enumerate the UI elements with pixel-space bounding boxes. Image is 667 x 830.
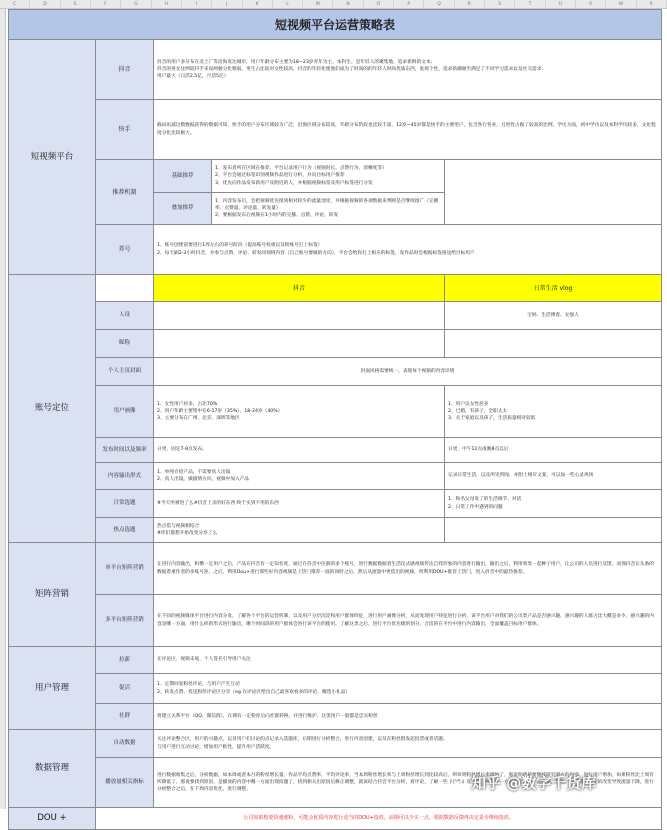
row-label-auto-data[interactable]: 自动数据 <box>96 730 154 758</box>
output-format-vlog[interactable]: 记录日常生活，以及所见所闻，并附上相应文案，可以加一些心灵鸡汤 <box>445 463 662 490</box>
column-header[interactable]: O <box>364 0 394 8</box>
nickname-douyin[interactable] <box>154 330 445 358</box>
row-label-pull-new[interactable]: 拉新 <box>96 647 154 674</box>
row-label-play-metrics[interactable]: 播放量相关指标 <box>96 758 154 808</box>
row-label-multi-matrix[interactable]: 多平台矩阵营销 <box>96 595 154 647</box>
overlay-recommend-content[interactable]: 1、内容发布后，会把视频优先推到相对较少的流量池里，并根据视频的各项数据来判断是否继续推广（完播率、点赞量、评论量、转发量） 2、要根据发布后视频在1小时内的完播、点赞、评论、转发 <box>212 193 445 225</box>
portrait-douyin[interactable]: 1、女性用户居多，占比70% 2、用户年龄主要集中在6-17岁（35%），18-24岁（40%） 3、主要分布在广州、北京、深圳等地区 <box>154 386 445 438</box>
column-header[interactable]: G <box>121 0 151 8</box>
publish-time-douyin[interactable]: 日更，固定7-8点发布。 <box>154 438 445 463</box>
basic-recommend-content[interactable]: 1、发布者所在区域在推荐，平台记录用户行为（视频时长、点赞行为、清晰度等） 2、平台会通过标签识别视频作品进行分析，并向目标用户推荐 3、优先向作品发布新用户及附近的人，并根据视频标签及用户标签进行分发 <box>212 160 445 193</box>
row-label-nickname[interactable]: 昵称 <box>96 330 154 358</box>
column-header[interactable]: X <box>637 0 667 8</box>
section-data-mgmt[interactable]: 数据管理 <box>9 730 96 808</box>
column-header[interactable]: N <box>333 0 363 8</box>
row-label-activate[interactable]: 促活 <box>96 674 154 704</box>
account-content[interactable]: 1、账号创建前要进行1周左右的养号阶段（提高账号权重以及粉账号打上标签） 2、每天刷2-3小时抖音，并参与点赞、评论、转发同领域内容（自己账号要做的方向），平台会给你打上相应的标签，发作品时会根据标签推送给目标用户 <box>154 225 662 275</box>
row-label-single-matrix[interactable]: 单平台矩阵营销 <box>96 543 154 595</box>
watermark-logo-icon <box>448 776 466 790</box>
kuaishou-content[interactable]: 截码讯减这数数据获得的数据可知，快手的用户分布区域较为广泛，沿海区域分布较高，年龄分布阶段也比较丰富，12岁~45岁都是快手的主要用户，包含各行各业，且男性占据了较高的比例，学历方面，初中学历以及本科学历较多，文化程度分化比较极大。 <box>154 100 662 160</box>
column-header[interactable]: E <box>61 0 91 8</box>
row-label-douyin[interactable]: 抖音 <box>96 40 154 100</box>
daily-topic-douyin[interactable]: #今天所被进了么#抖音上卖的好东西 终于买到不用的东西 <box>154 490 445 518</box>
column-header[interactable]: W <box>606 0 636 8</box>
persona-douyin[interactable] <box>154 302 445 330</box>
column-header[interactable]: V <box>576 0 606 8</box>
strategy-table <box>8 9 662 830</box>
cover-content[interactable]: 封面风格需要统一，表现每个视频的内容详情 <box>154 358 662 386</box>
column-header[interactable]: L <box>273 0 303 8</box>
daily-topic-vlog[interactable]: 1、和名父母发了的生活细节、对话 2、日常工作中遇到的问题 <box>445 490 662 518</box>
portrait-vlog[interactable]: 1、用户以女性居多 2、已婚，有孩子，全职太太 3、关于家庭以及孩子，生活质量相对较低 <box>445 386 662 438</box>
column-header[interactable]: J <box>212 0 242 8</box>
auto-data-content[interactable]: 关注评论整合区，用户的兴趣点，以及用户们讨论的点记录入选题库，后期进行分析整合，进行内容创建，以及在粉丝群发起投票或者话题。 与用户进行互动讨论，增加用户粘性，提升用户活跃度。 <box>154 730 662 758</box>
header-daily-vlog[interactable]: 日常生活 vlog <box>445 275 662 302</box>
row-label-basic-recommend[interactable]: 基础推荐 <box>154 160 212 193</box>
dou-plus-content[interactable]: 公司如果想要快速涨粉，可能会优质内容进行适当的DOU+投放，前期可以少买一点，根据数据反馈再决定是否继续投放。 <box>96 808 662 830</box>
row-label-output-format[interactable]: 内容输出形式 <box>96 463 154 490</box>
column-header-bar <box>0 0 667 9</box>
nickname-vlog[interactable] <box>445 330 662 358</box>
output-format-douyin[interactable]: 1、单纯介绍产品，不需要真人出镜 2、真人出镜，做剧情方向，视频中加入产品 <box>154 463 445 490</box>
section-user-mgmt[interactable]: 用户管理 <box>9 647 96 730</box>
section-matrix[interactable]: 矩阵营销 <box>9 543 96 647</box>
play-metrics-content[interactable]: 进行数据收集之后，分析数据，如本周或者本月的粉丝增长量，作品平均点赞率，平均评论率，当本周粉丝增长率与上周粉丝增长到比较高后，则说明粉丝增长率增加了，那说明优质要继续研究明方的内容，进行用户增加，如果粉丝比上周有所降低了，那说要找到原因，是播放的内容中哪一方面出现问题了，找到相关出原因后修正调整，就该结合抖音平台分析，看评论，了解一些评论作品反映的，看是哪一方面及在做了，是拍摄，标题，还是哪一方面的改变导致流量下降，进行分析整合之后，在下周内容优化，进行调整。 <box>154 758 662 808</box>
row-label-recommend[interactable]: 推荐机制 <box>96 160 154 225</box>
row-label-persona[interactable]: 人设 <box>96 302 154 330</box>
hot-topic-douyin[interactable]: 热点借与视频相结合 #你们都想开始改变分享了么 <box>154 518 445 543</box>
hot-topic-vlog[interactable] <box>445 518 662 543</box>
column-header[interactable]: M <box>303 0 333 8</box>
pull-new-content[interactable]: 在评论区、视频末尾、个人签名引导用户关注 <box>154 647 662 674</box>
community-content[interactable]: 将建立关系平台（QQ、微信群），在拥有一定粉丝后向社群转换，并进行维护，这类用户一般都是忠实粉丝 <box>154 704 662 730</box>
section-positioning[interactable]: 账号定位 <box>9 275 96 543</box>
column-header[interactable]: Q <box>424 0 454 8</box>
column-header[interactable]: F <box>91 0 121 8</box>
column-header[interactable]: S <box>485 0 515 8</box>
row-label-user-portrait[interactable]: 用户画像 <box>96 386 154 438</box>
row-label-account[interactable]: 养号 <box>96 225 154 275</box>
column-header[interactable]: T <box>515 0 545 8</box>
column-header[interactable]: D <box>30 0 60 8</box>
multi-matrix-content[interactable]: 在不同的视频媒体平台进行内容分发，了解各个平台的运营机制，以及用户分层沉淀和用户群体特征，进行用户画像分析，从而发现用户特征进行分析，该平台用户对我们的公司类产品是否感兴趣，感兴趣的人群占比大概是多少，感兴趣的内容是哪一方面，用什么样的形式进行输出，哪个时间段的用户群体会进行该平台的使用。了解这类之后，进行平台优先级的划分，合适的在平台中进行内容输出，全面覆盖目标用户群体。 <box>154 595 662 647</box>
activate-content[interactable]: 1、定期回复粉丝评论，与用户产生互动 2、转发点赞、投送粉丝评论区分享（eg.在评论区给出自己最喜欢看多的评论，精选小礼品） <box>154 674 662 704</box>
watermark-text: 知乎 @数字千货库 <box>471 774 597 792</box>
row-label-hot-topic[interactable]: 热点选题 <box>96 518 154 543</box>
column-header[interactable]: K <box>243 0 273 8</box>
douyin-content[interactable]: 抖音的用户多分布在北上广等沿海发达城市，用户年龄分布主要为18~23岁青年为主，本科生、是年轻人的聚集地，追求新鲜的文本； 抖音的男女比例较抖手来说两极分化稍弱，男生占比较对女性较高，抖音的年轻化使他们成为了时尚的的年轻人时尚优质东西，张扬个性，追求新潮颜至满足了不同学习需求以及社交需求； 用户最大（日活2.5亿，月活5亿） <box>154 40 662 100</box>
single-matrix-content[interactable]: 在进行内容输出，积攒一定用户之后，产品在抖音有一定知名度，通过在抖音中注册的多个账号，进行数据数据者生活仪式感视频传达自我形象的内容进行输出，输出之后，利用周类一起种子用户，让公司的人员进行反馈，而那抖音在头条的数据着重作者的多账号矩，之后，利用Dou+进行那些好内容视频是上热门推荐一波的同时之后，然后从流量中更选出的视频，所利用DOU+推荐上热门，进入抖音中的最热推荐。 <box>154 543 662 595</box>
row-label-daily-topic[interactable]: 日常选题 <box>96 490 154 518</box>
spreadsheet-grid <box>8 9 661 824</box>
publish-time-vlog[interactable]: 日更，中午12点或晚8点以后 <box>445 438 662 463</box>
row-label-cover[interactable]: 个人主页封面 <box>96 358 154 386</box>
section-short-video[interactable]: 短视频平台 <box>9 40 96 275</box>
column-header[interactable]: C <box>0 0 30 8</box>
row-label-kuaishou[interactable]: 快手 <box>96 100 154 160</box>
row-label-community[interactable]: 社群 <box>96 704 154 730</box>
column-header[interactable]: U <box>546 0 576 8</box>
persona-vlog[interactable]: 宝妈、生活博客、女强人 <box>445 302 662 330</box>
column-header[interactable]: I <box>182 0 212 8</box>
row-label-publish-time[interactable]: 发布时间以及频率 <box>96 438 154 463</box>
watermark <box>448 772 596 793</box>
row-label-overlay-recommend[interactable]: 叠加推荐 <box>154 193 212 225</box>
row-header-bar <box>0 9 6 809</box>
page-title[interactable]: 短视频平台运营策略表 <box>9 10 662 40</box>
column-header[interactable]: H <box>152 0 182 8</box>
recommend-spacer-cell[interactable] <box>445 160 662 225</box>
section-dou-plus[interactable]: DOU + <box>9 808 96 830</box>
header-douyin[interactable]: 抖音 <box>154 275 445 302</box>
column-header[interactable]: R <box>455 0 485 8</box>
column-header[interactable]: P <box>394 0 424 8</box>
